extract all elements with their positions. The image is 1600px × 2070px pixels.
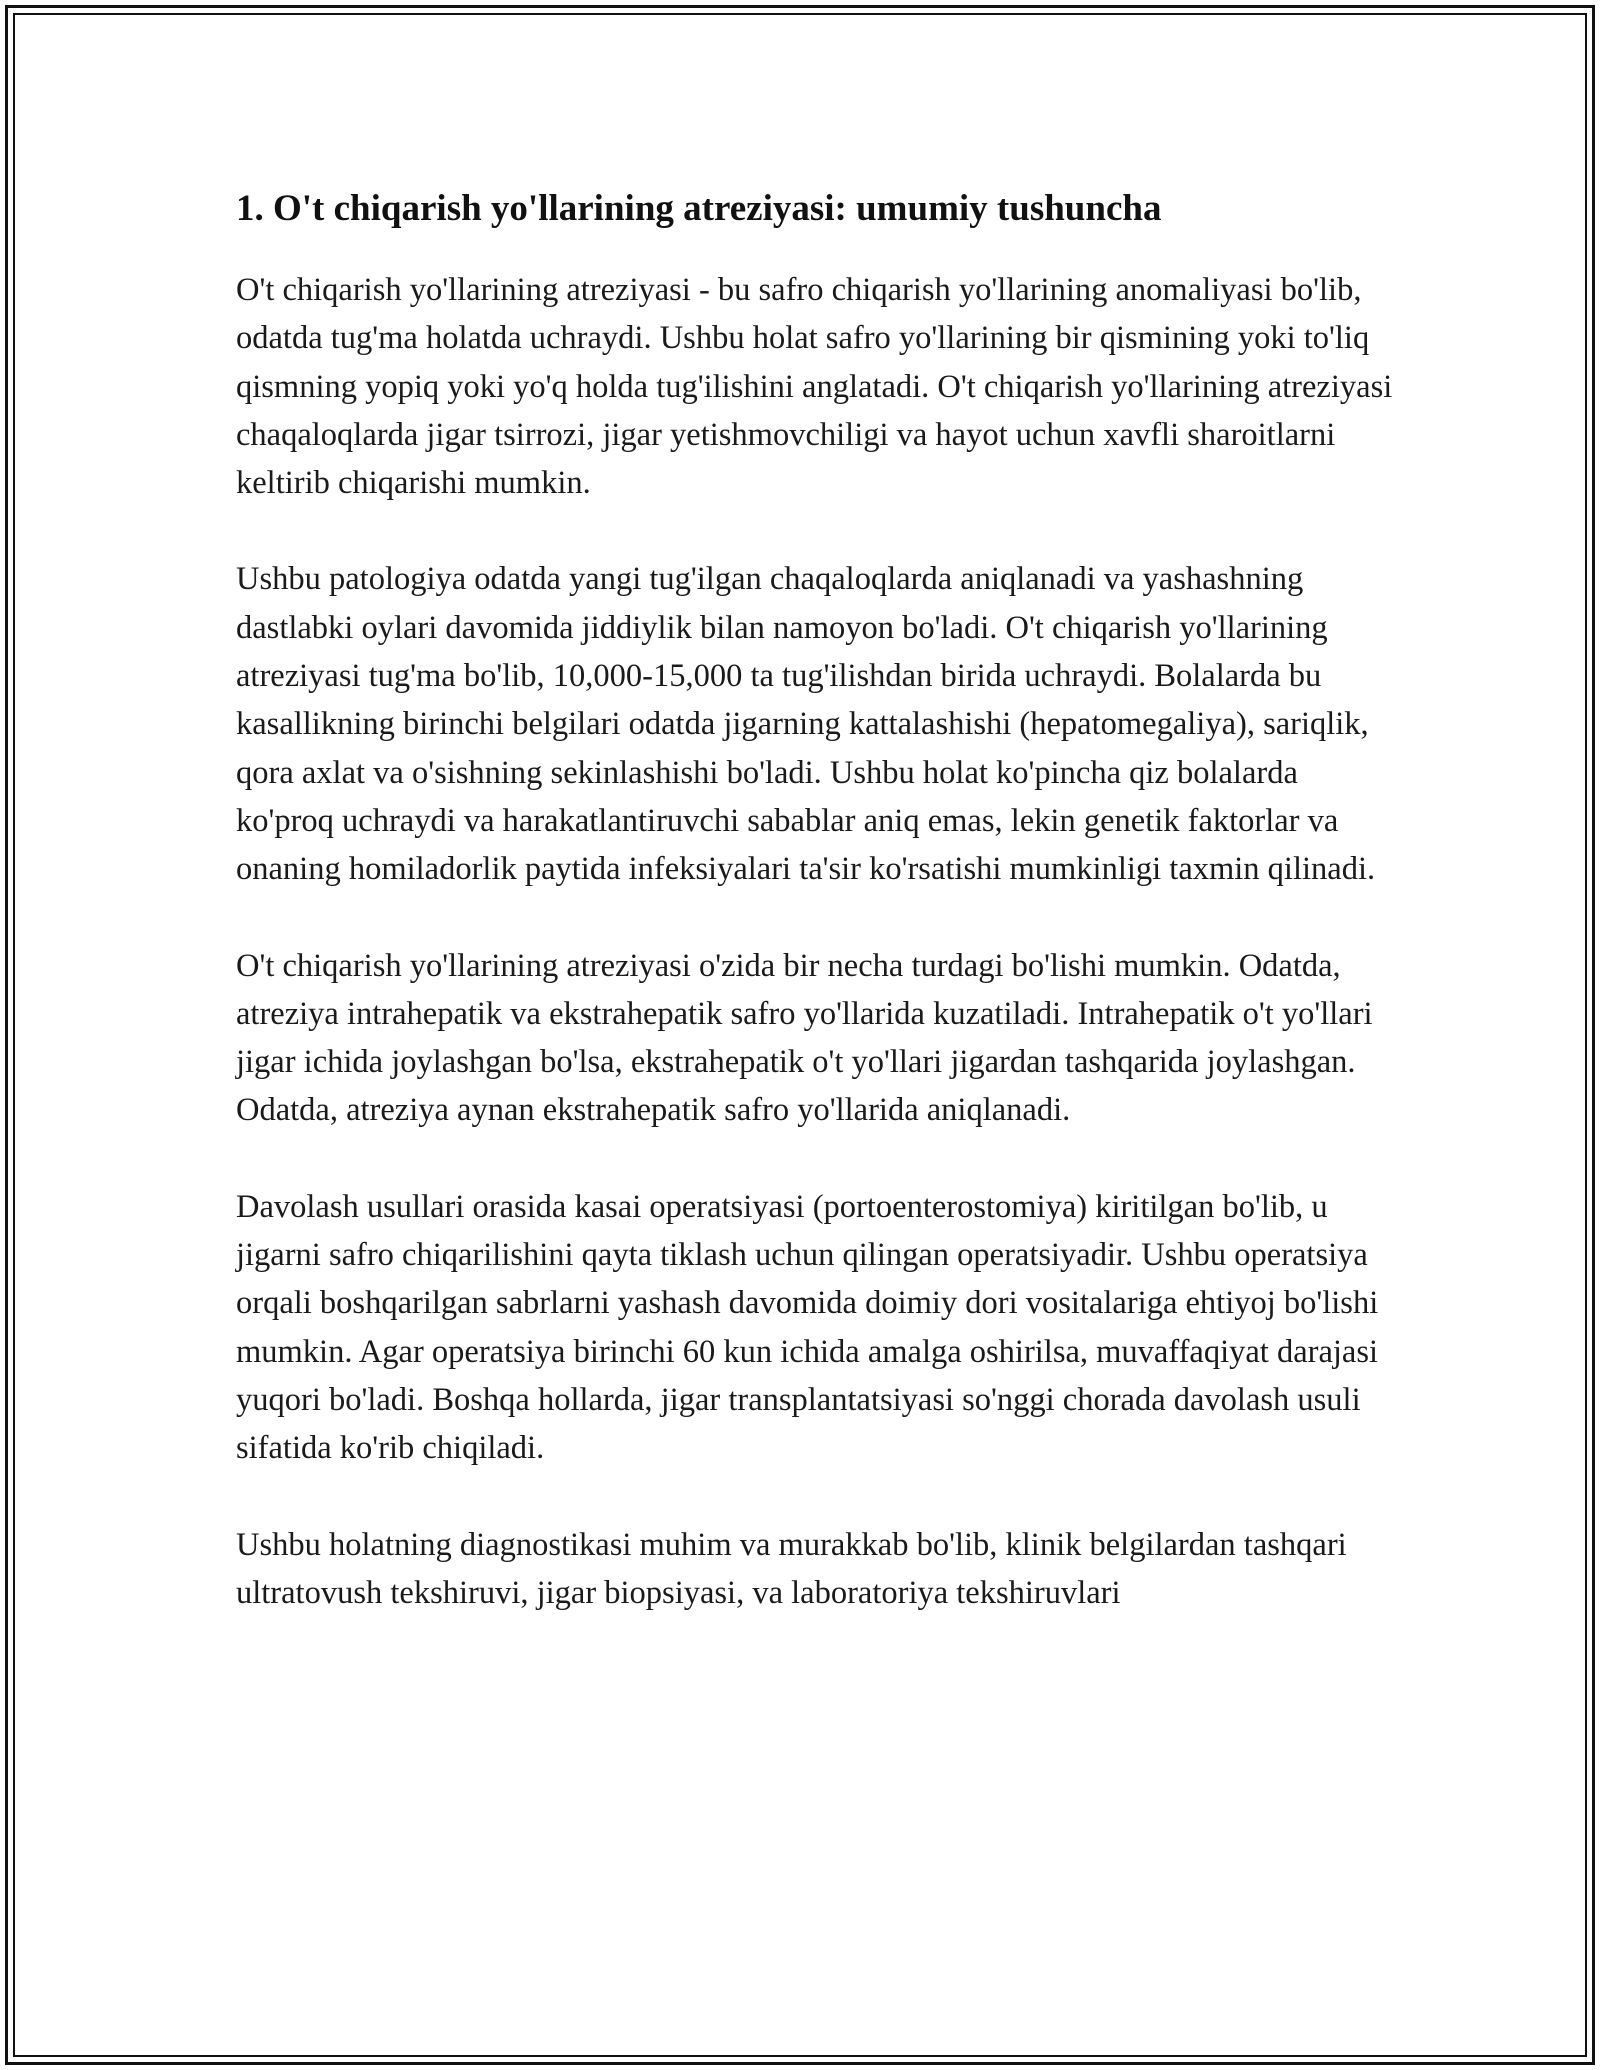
paragraph-3: O't chiqarish yo'llarining atreziyasi o'zida bir necha turdagi bo'lishi mumkin. Odatda, atreziya intrahepatik va ekstrahepatik safro yo'llarida kuzatiladi. Intrahepatik o't yo'llari jigar ichida joylashgan bo'lsa, ekstrahepatik o't yo'llari jigardan tashqarida joylashgan. Odatda, atreziya aynan ekstrahepatik safro yo'llarida aniqlanadi. bbox=[236, 947, 1373, 1129]
paragraph-1: O't chiqarish yo'llarining atreziyasi - bu safro chiqarish yo'llarining anomaliyasi bo'lib, odatda tug'ma holatda uchraydi. Ushbu holat safro yo'llarining bir qismining yoki to'liq qismning yopiq yoki yo'q holda tug'ilishini anglatadi. O't chiqarish yo'llarining atreziyasi chaqaloqlarda jigar tsirrozi, jigar yetishmovchiligi va hayot uchun xavfli sharoitlarni keltirib chiqarishi mumkin. bbox=[236, 272, 1393, 502]
section-title: 1. O't chiqarish yo'llarining atreziyasi: umumiy tushuncha bbox=[236, 188, 1162, 229]
paragraph-4: Davolash usullari orasida kasai operatsiyasi (portoenterostomiya) kiritilgan bo'lib, u jigarni safro chiqarilishini qayta tiklash uchun qilingan operatsiyadir. Ushbu operatsiya orqali boshqarilgan sabrlarni yashash davomida doimiy dori vositalariga ehtiyoj bo'lishi mumkin. Agar operatsiya birinchi 60 kun ichida amalga oshirilsa, muvaffaqiyat darajasi yuqori bo'ladi. Boshqa hollarda, jigar transplantatsiyasi so'nggi chorada davolash usuli sifatida ko'rib chiqiladi. bbox=[236, 1188, 1379, 1467]
document-page bbox=[236, 186, 1396, 1617]
paragraph-2: Ushbu patologiya odatda yangi tug'ilgan chaqaloqlarda aniqlanadi va yashashning dastlabki oylari davomida jiddiylik bilan namoyon bo'ladi. O't chiqarish yo'llarining atreziyasi tug'ma bo'lib, 10,000-15,000 ta tug'ilishdan birida uchraydi. Bolalarda bu kasallikning birinchi belgilari odatda jigarning kattalashishi (hepatomegaliya), sariqlik, qora axlat va o'sishning sekinlashishi bo'ladi. Ushbu holat ko'pincha qiz bolalarda ko'proq uchraydi va harakatlantiruvchi sabablar aniq emas, lekin genetik faktorlar va onaning homiladorlik paytida infeksiyalari ta'sir ko'rsatishi mumkinligi taxmin qilinadi. bbox=[236, 561, 1376, 888]
paragraph-5: Ushbu holatning diagnostikasi muhim va murakkab bo'lib, klinik belgilardan tashqari ultratovush tekshiruvi, jigar biopsiyasi, va laboratoriya tekshiruvlari bbox=[236, 1526, 1347, 1611]
